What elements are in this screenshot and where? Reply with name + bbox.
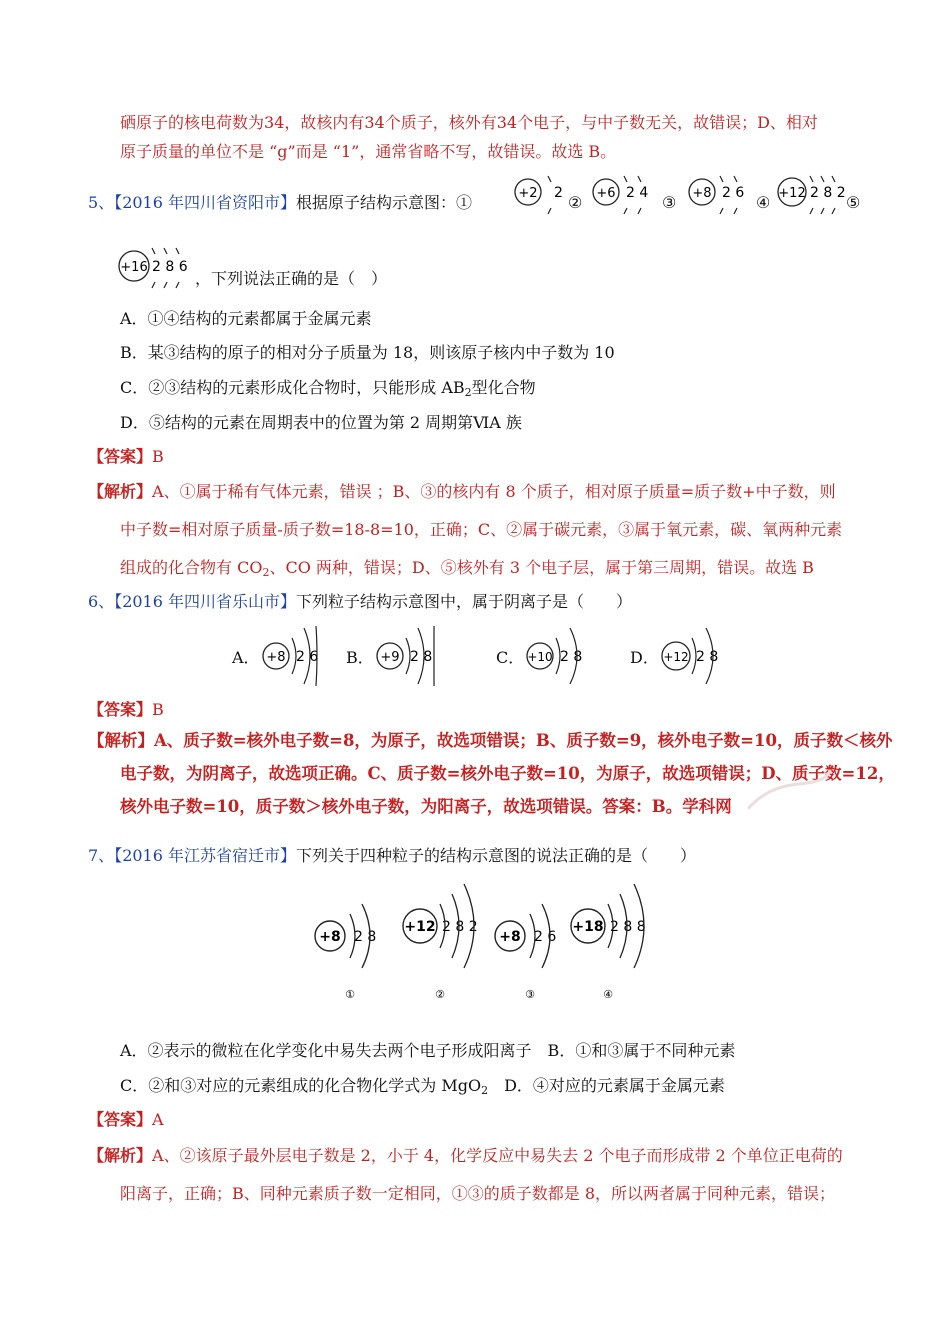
q7-analysis-text-1: A、②该原子最外层电子数是 2，小于 4，化学反应中易失去 2 个电子而形成带 2 个单位正电荷的 <box>152 1146 843 1165</box>
q5-d5-shells: 2 8 6 <box>152 259 188 275</box>
q5-d5-nucleus: +16 <box>120 260 148 275</box>
q7-d3-shells: 2 6 <box>534 929 557 945</box>
q7-diagram-2 <box>396 880 496 1006</box>
q5-d2-nucleus: +6 <box>596 186 616 201</box>
q5-diagram-2 <box>588 170 660 215</box>
q5-diagram-1 <box>510 170 570 215</box>
q5-label-5: ⑤ <box>846 193 861 212</box>
q7-options-cd <box>120 1075 725 1102</box>
q6-c-shells: 2 8 <box>560 649 583 665</box>
q5-answer-value: B <box>152 447 164 466</box>
q5-analysis-3-post: 、CO 两种，错误；D、⑤核外有 3 个电子层，属于第三周期，错误。故选 B <box>269 558 814 577</box>
q6-diagram-a <box>258 624 326 688</box>
q6-diagram-c <box>522 624 588 688</box>
q6-c-nucleus: +10 <box>527 650 553 664</box>
q7-d1-label: ① <box>345 988 355 1001</box>
q6-analysis-label: 【解析】 <box>88 731 154 750</box>
intro-line-1: 硒原子的核电荷数为34，故核内有34个质子，核外有34个电子，与中子数无关，故错误；D、相对 <box>120 113 818 132</box>
q7-source: 【2016 年江苏省宿迁市】 <box>114 846 296 865</box>
q7-diagram-4 <box>564 880 668 1006</box>
q7-option-c-sub: 2 <box>481 1084 489 1097</box>
q6-d-shells: 2 8 <box>696 649 719 665</box>
q7-option-c-pre: C．②和③对应的元素组成的化合物化学式为 MgO <box>120 1076 482 1095</box>
q6-option-c-letter: C． <box>496 648 525 667</box>
q5-option-b: B．某③结构的原子的相对分子质量为 18，则该原子核内中子数为 10 <box>120 343 615 362</box>
q6-diagram-b <box>372 624 442 688</box>
q6-stem: 下列粒子结构示意图中，属于阴离子是（ ） <box>296 592 633 611</box>
q5-number: 5、 <box>88 193 115 212</box>
q7-diagram-3 <box>488 888 568 1006</box>
q6-analysis-3: 核外电子数=10，质子数＞核外电子数，为阳离子，故选项错误。答案：B。学科网 <box>120 797 732 816</box>
q5-option-c-sub: 2 <box>464 386 472 399</box>
q5-d1-shells: 2 <box>554 185 563 201</box>
q6-analysis-2: 电子数，为阴离子，故选项正确。C、质子数=核外电子数=10，为原子，故选项错误；D、质子数=12， <box>120 764 895 783</box>
q6-source: 【2016 年四川省乐山市】 <box>114 592 296 611</box>
q6-a-shells: 2 6 <box>296 649 319 665</box>
q6-a-nucleus: +8 <box>266 650 286 665</box>
q7-d2-shells: 2 8 2 <box>442 919 478 935</box>
q7-answer-value: A <box>152 1110 164 1129</box>
q6-d-nucleus: +12 <box>663 650 689 664</box>
q5-analysis-2: 中子数=相对原子质量-质子数=18-8=10，正确；C、②属于碳元素，③属于氧元素，碳、氧两种元素 <box>120 520 843 539</box>
q7-stem-line <box>88 845 696 867</box>
q5-label-3: ③ <box>662 193 677 212</box>
q5-d1-nucleus: +2 <box>518 186 538 201</box>
q5-stem: 根据原子结构示意图：① <box>296 193 473 212</box>
q7-stem: 下列关于四种粒子的结构示意图的说法正确的是（ ） <box>296 846 697 865</box>
q5-stem-line <box>88 192 472 214</box>
q7-analysis-2: 阳离子，正确；B、同种元素质子数一定相同，①③的质子数都是 8，所以两者属于同种元素，错误； <box>120 1184 836 1203</box>
q7-options-ab: A．②表示的微粒在化学变化中易失去两个电子形成阳离子 B．①和③属于不同种元素 <box>120 1041 736 1060</box>
q5-diagram-3 <box>684 170 756 215</box>
q5-analysis-3-pre: 组成的化合物有 CO <box>120 558 263 577</box>
q6-option-b-letter: B． <box>346 648 374 667</box>
q7-d4-nucleus: +18 <box>572 919 604 935</box>
intro-line-2: 原子质量的单位不是 “g”而是 “1”，通常省略不写，故错误。故选 B。 <box>120 142 617 161</box>
q6-analysis-1 <box>88 730 892 752</box>
q5-answer <box>88 446 164 468</box>
q5-option-c-post: 型化合物 <box>471 378 536 397</box>
q7-option-cd-post: D．④对应的元素属于金属元素 <box>488 1076 725 1095</box>
q7-analysis-1 <box>88 1145 843 1167</box>
q5-d4-nucleus: +12 <box>778 186 806 201</box>
q6-answer-label: 【答案】 <box>88 700 153 719</box>
q5-d2-shells: 2 4 <box>626 185 649 201</box>
q6-analysis-text-1: A、质子数=核外电子数=8，为原子，故选项错误；B、质子数=9，核外电子数=10，质子数＜核外 <box>154 731 893 750</box>
q5-stem-end: ，下列说法正确的是（ ） <box>195 269 388 288</box>
q7-diagram-1 <box>306 888 386 1006</box>
q5-option-d: D．⑤结构的元素在周期表中的位置为第 2 周期第ⅥA 族 <box>120 413 522 432</box>
q7-number: 7、 <box>88 846 115 865</box>
q5-option-a: A．①④结构的元素都属于金属元素 <box>120 309 372 328</box>
q7-analysis-label: 【解析】 <box>88 1146 153 1165</box>
q6-stem-line <box>88 591 632 613</box>
q5-analysis-label: 【解析】 <box>88 482 153 501</box>
q5-d4-shells: 2 8 2 <box>810 185 846 201</box>
q6-b-shells: 2 8 <box>410 649 433 665</box>
q6-b-nucleus: +9 <box>380 650 400 665</box>
q5-source: 【2016 年四川省资阳市】 <box>114 193 296 212</box>
q5-label-4: ④ <box>756 193 771 212</box>
q5-d3-nucleus: +8 <box>692 186 712 201</box>
q5-label-2: ② <box>568 193 583 212</box>
q7-d4-shells: 2 8 8 <box>610 919 646 935</box>
q5-diagram-4 <box>774 170 846 215</box>
q6-number: 6、 <box>88 592 115 611</box>
q7-d4-label: ④ <box>603 988 613 1001</box>
q6-answer <box>88 699 164 721</box>
q5-d3-shells: 2 6 <box>722 185 745 201</box>
q7-d1-shells: 2 8 <box>354 929 377 945</box>
q5-answer-label: 【答案】 <box>88 447 153 466</box>
q7-d2-nucleus: +12 <box>404 919 436 935</box>
q7-d3-nucleus: +8 <box>499 929 521 945</box>
q6-answer-value: B <box>152 700 164 719</box>
q5-analysis-3 <box>120 557 814 584</box>
q5-analysis-text-1: A、①属于稀有气体元素，错误 ；B、③的核内有 8 个质子，相对原子质量=质子数+中子数，则 <box>152 482 836 501</box>
q7-answer <box>88 1109 164 1131</box>
q7-d1-nucleus: +8 <box>319 929 341 945</box>
q7-d3-label: ③ <box>525 988 535 1001</box>
q6-option-d-letter: D． <box>630 648 659 667</box>
q7-d2-label: ② <box>435 988 445 1001</box>
q7-answer-label: 【答案】 <box>88 1110 153 1129</box>
q5-option-c-pre: C．②③结构的元素形成化合物时，只能形成 AB <box>120 378 465 397</box>
q6-diagram-d <box>656 624 726 688</box>
q5-diagram-5 <box>116 242 196 290</box>
q5-option-c <box>120 377 536 404</box>
q6-option-a-letter: A． <box>232 648 260 667</box>
q5-analysis-1 <box>88 481 836 503</box>
q5-analysis-3-sub: 2 <box>262 566 270 579</box>
